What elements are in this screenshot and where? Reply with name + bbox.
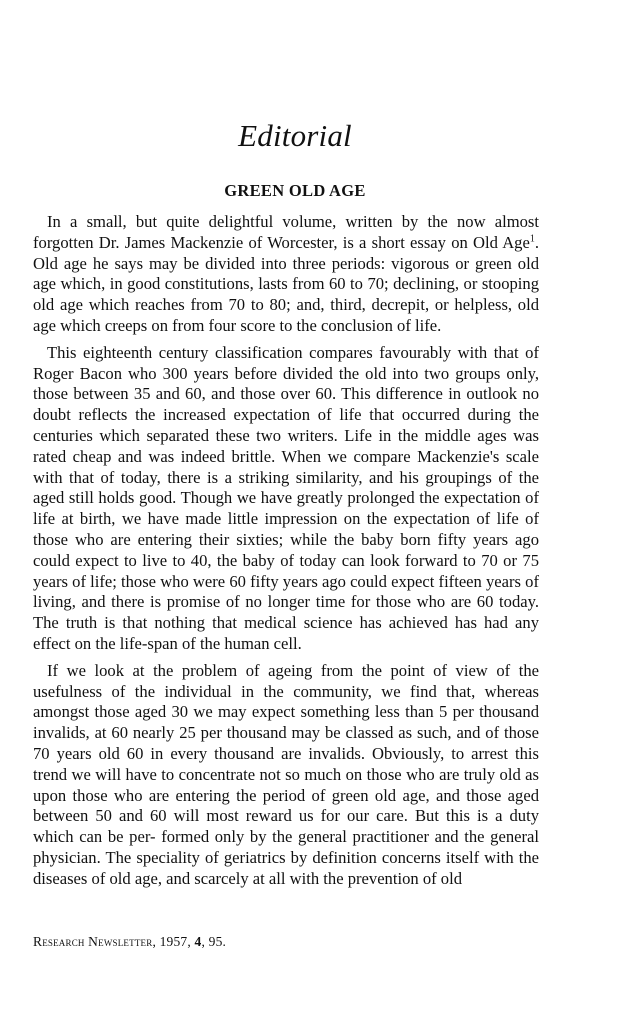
citation-year: , 1957, [152,934,195,949]
paragraph-2: This eighteenth century classification compares favourably with that of Roger Bacon who 300 years before divided the old into two groups only, those between 35 and 60, and those over 60. This difference in outlook no doubt reflects the increased expectation of life that occurred during the centuries which separated these two writers. Life in the middle ages was rated cheap and was indeed brittle. When we compare Mackenzie's scale with that of today, there is a striking similarity, and his groupings of the aged still holds good. Though we have greatly prolonged the expectation of life at birth, we have made little impression on the expectation of life of those who are entering their sixties; while the baby born fifty years ago could expect to live to 40, the baby of today can look forward to 70 or 75 years of life; those who were 60 fifty years ago could expect fifteen years of living, and there is promise of no longer time for those who are 60 today. The truth is that nothing that medical science has achieved has had any effect on the life-span of the human cell. [33,342,539,653]
article-title: GREEN OLD AGE [224,181,366,200]
citation [33,934,226,950]
citation-journal: Research Newsletter [33,934,153,949]
citation-page: , 95. [201,934,227,949]
paragraph-1-text-a: In a small, but quite delightful volume, written by the now almost forgotten Dr. James Mackenzie of Worcester, is a short essay on Old Age [33,212,539,252]
citation-volume: 4 [194,934,202,949]
paragraph-1 [33,212,539,337]
paragraph-1-text-b: . Old age he says may be divided into three periods: vigorous or green old age which, in good constitutions, lasts from 60 to 70; declining, or stooping old age which reaches from 70 to 80; and, third, decrepit, or helpless, old age which creeps on from four score to the conclusion of life. [33,232,539,335]
footnote-reference: 1 [529,233,535,245]
section-title: Editorial [238,118,352,153]
paragraph-3: If we look at the problem of ageing from the point of view of the usefulness of the individual in the community, we find that, whereas amongst those aged 30 we may expect something less than 5 per thousand invalids, at 60 nearly 25 per thousand may be classed as such, and of those 70 years old 60 in every thousand are invalids. Obviously, to arrest this trend we will have to concentrate not so much on those who are truly old as upon those who are entering the period of green old age, and those aged between 50 and 60 will most reward us for our care. But this is a duty which can be per- formed only by the general practitioner and the general physician. The speciality of geriatrics by definition concerns itself with the diseases of old age, and scarcely at all with the prevention of old [33,660,539,888]
article-body [33,212,539,896]
